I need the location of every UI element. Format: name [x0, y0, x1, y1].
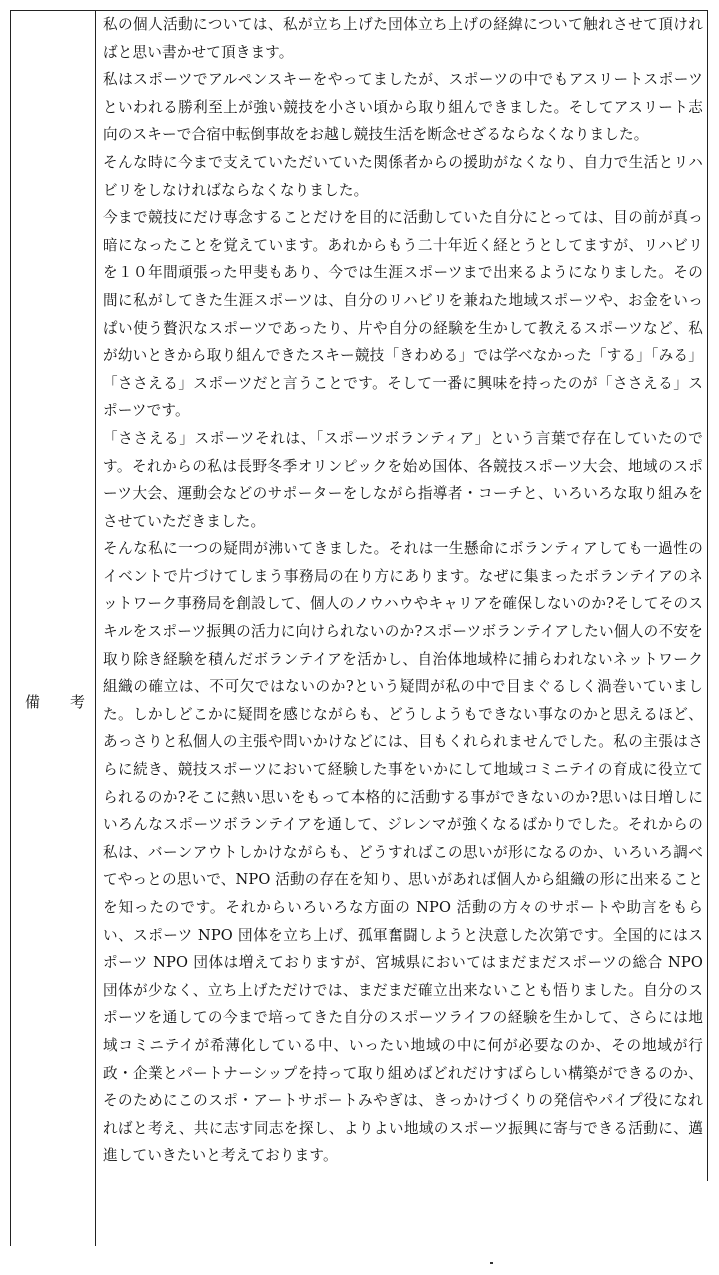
- form-table: [10, 10, 708, 1246]
- paragraph-sports-volunteer: 「ささえる」スポーツそれは、「スポーツボランティア」という言葉で存在していたのです。それからの私は長野冬季オリンピックを始め国体、各競技スポーツ大会、地域のスポーツ大会、運動会などのサポーターをしながら指導者・コーチと、いろいろな取り組みをさせていただきました。: [103, 429, 703, 530]
- paragraph-support-lost: そんな時に今まで支えていただいていた関係者からの援助がなくなり、自力で生活とリハビリをしなければならなくなりました。: [103, 153, 703, 199]
- paragraph-intro: 私の個人活動については、私が立ち上げた団体立ち上げの経緯について触れさせて頂ければと思い書かせて頂きます。: [103, 16, 703, 61]
- remarks-content: [103, 11, 703, 1170]
- paragraph-npo-founding: そんな私に一つの疑問が沸いてきました。それは一生懸命にボランティアしても一過性のイベントで片づけてしまう事務局の在り方にあります。なぜに集まったボランテイアのネットワーク事務局を創設して、個人のノウハウやキャリアを確保しないのか?そしてそのスキルをスポーツ振興の活力に向けられないのか?スポーツボランテイアしたい個人の不安を取り除き経験を積んだボランテイアを活かし、自治体地域枠に捕らわれないネットワーク組織の確立は、不可欠ではないのか?という疑問が私の中で目まぐるしく渦巻いていました。しかしどこかに疑問を感じながらも、どうしようもできない事なのかと思えるほど、あっさりと私個人の主張や問いかけなどには、目もくれられませんでした。私の主張はさらに続き、競技スポーツにおいて経験した事をいかにして地域コミニテイの育成に役立てられるのか?そこに熱い思いをもって本格的に活動する事ができないのか?思いは日増しにいろんなスポーツボランテイアを通して、ジレンマが強くなるばかりでした。それからの私は、バーンアウトしかけながらも、どうすればこの思いが形になるのか、いろいろ調べてやっとの思いで、NPO 活動の存在を知り、思いがあれば個人から組織の形に出来ることを知ったのです。それからいろいろな方面の NPO 活動の方々のサポートや助言をもらい、スポーツ NPO 団体を立ち上げ、孤軍奮闘しようと決意した次第です。全国的にはスポーツ NPO 団体は増えておりますが、宮城県においてはまだまだスポーツの総合 NPO 団体が少なく、立ち上げただけでは、まだまだ確立出来ないことも悟りました。自分のスポーツを通しての今まで培ってきた自分のスポーツライフの経験を生かして、さらには地域コミニテイが希薄化している中、いったい地域の中に何が必要なのか、その地域が行政・企業とパートナーシップを持って取り組めばどれだけすばらしい構築ができるのか、そのためにこのスポ・アートサポートみやぎは、きっかけづくりの発信やパイプ役になれればと考え、共に志す同志を探し、よりよい地域のスポーツ振興に寄与できる活動に、邁進していきたいと考えております。: [103, 540, 703, 1165]
- paragraph-ski-background: 私はスポーツでアルペンスキーをやってましたが、スポーツの中でもアスリートスポーツといわれる勝利至上が強い競技を小さい頃から取り組んできました。そしてアスリート志向のスキーで合宿中転倒事故をお越し競技生活を断念せざるならなくなりました。: [103, 71, 703, 144]
- remarks-label: [25, 691, 87, 712]
- scan-speck: [490, 1262, 493, 1264]
- remarks-label-char-2: 考: [69, 693, 87, 711]
- remarks-label-char-1: 備: [25, 693, 43, 711]
- paragraph-rehabilitation: 今まで競技にだけ専念することだけを目的に活動していた自分にとっては、目の前が真っ暗になったことを覚えています。あれからもう二十年近く経とうとしてますが、リハビリを１０年間頑張った甲斐もあり、今では生涯スポーツまで出来るようになりました。その間に私がしてきた生涯スポーツは、自分のリハビリを兼ねた地域スポーツや、お金をいっぱい使う贅沢なスポーツであったり、片や自分の経験を生かして教えるスポーツなど、私が幼いときから取り組んできたスキー競技「きわめる」では学べなかった「する」「みる」「ささえる」スポーツだと言うことです。そして一番に興味を持ったのが「ささえる」スポーツです。: [103, 209, 703, 420]
- label-column: [10, 11, 96, 1246]
- right-border: [707, 11, 708, 1181]
